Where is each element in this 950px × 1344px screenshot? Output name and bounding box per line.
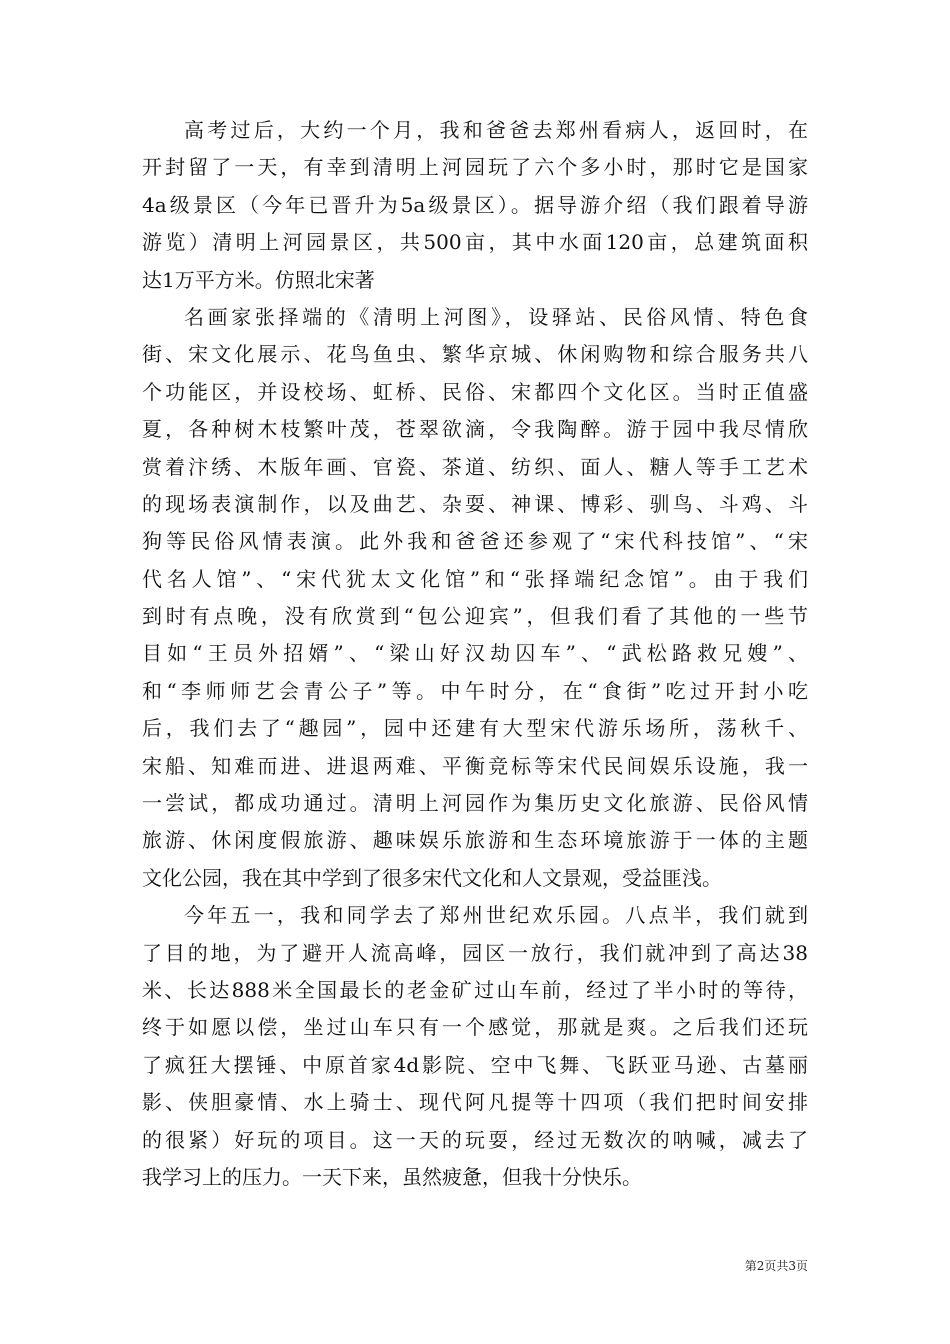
text-line: 游览）清明上河园景区，共500亩，其中水面120亩，总建筑面积	[142, 230, 808, 255]
text-line: 宋船、知难而进、进退两难、平衡竞标等宋代民间娱乐设施，我一	[142, 753, 808, 778]
text-line: 了目的地，为了避开人流高峰，园区一放行，我们就冲到了高达38	[142, 940, 808, 965]
text-line: 和“李师师艺会青公子”等。中午时分，在“食街”吃过开封小吃	[142, 678, 808, 703]
text-line: 影、侠胆豪情、水上骑士、现代阿凡提等十四项（我们把时间安排	[142, 1090, 808, 1115]
page-number-footer: 第2页共3页	[744, 1259, 808, 1273]
paragraph-3	[142, 897, 808, 1196]
document-body	[142, 112, 808, 1196]
text-line: 开封留了一天，有幸到清明上河园玩了六个多小时，那时它是国家	[142, 155, 808, 180]
text-line: 目如“王员外招婿”、“梁山好汉劫囚车”、“武松路救兄嫂”、	[142, 641, 808, 666]
text-line: 我学习上的压力。一天下来，虽然疲惫，但我十分快乐。	[142, 1164, 642, 1189]
text-line: 终于如愿以偿，坐过山车只有一个感觉，那就是爽。之后我们还玩	[142, 1015, 808, 1040]
text-line: 一尝试，都成功通过。清明上河园作为集历史文化旅游、民俗风情	[142, 791, 808, 816]
text-line: 高考过后，大约一个月，我和爸爸去郑州看病人，返回时，在	[184, 118, 808, 142]
text-line: 米、长达888米全国最长的老金矿过山车前，经过了半小时的等待，	[142, 977, 808, 1002]
text-line: 狗等民俗风情表演。此外我和爸爸还参观了“宋代科技馆”、“宋	[142, 529, 808, 554]
text-line: 文化公园，我在其中学到了很多宋代文化和人文景观，受益匪浅。	[142, 865, 722, 890]
text-line: 后，我们去了“趣园”，园中还建有大型宋代游乐场所，荡秋千、	[142, 716, 808, 741]
text-line: 名画家张择端的《清明上河图》，设驿站、民俗风情、特色食	[184, 304, 808, 329]
text-line: 今年五一，我和同学去了郑州世纪欢乐园。八点半，我们就到	[184, 903, 808, 928]
text-line: 旅游、休闲度假旅游、趣味娱乐旅游和生态环境旅游于一体的主题	[142, 828, 808, 853]
text-line: 的很紧）好玩的项目。这一天的玩耍，经过无数次的呐喊，减去了	[142, 1127, 808, 1152]
text-line: 代名人馆”、“宋代犹太文化馆”和“张择端纪念馆”。由于我们	[142, 566, 808, 591]
paragraph-2	[142, 299, 808, 897]
text-line: 到时有点晚，没有欣赏到“包公迎宾”，但我们看了其他的一些节	[142, 604, 808, 629]
text-line: 了疯狂大摆锤、中原首家4d影院、空中飞舞、飞跃亚马逊、古墓丽	[142, 1052, 808, 1077]
text-line: 赏着汴绣、木版年画、官瓷、茶道、纺织、面人、糖人等手工艺术	[142, 454, 808, 479]
text-line: 的现场表演制作，以及曲艺、杂耍、神课、博彩、驯鸟、斗鸡、斗	[142, 491, 808, 516]
text-line: 个功能区，并设校场、虹桥、民俗、宋都四个文化区。当时正值盛	[142, 379, 808, 404]
paragraph-1	[142, 112, 808, 299]
text-line: 夏，各种树木枝繁叶茂，苍翠欲滴，令我陶醉。游于园中我尽情欣	[142, 417, 808, 442]
text-line: 街、宋文化展示、花鸟鱼虫、繁华京城、休闲购物和综合服务共八	[142, 342, 808, 367]
text-line: 达1万平方米。仿照北宋著	[142, 267, 375, 292]
text-line: 4a级景区（今年已晋升为5a级景区）。据导游介绍（我们跟着导游	[142, 192, 808, 217]
